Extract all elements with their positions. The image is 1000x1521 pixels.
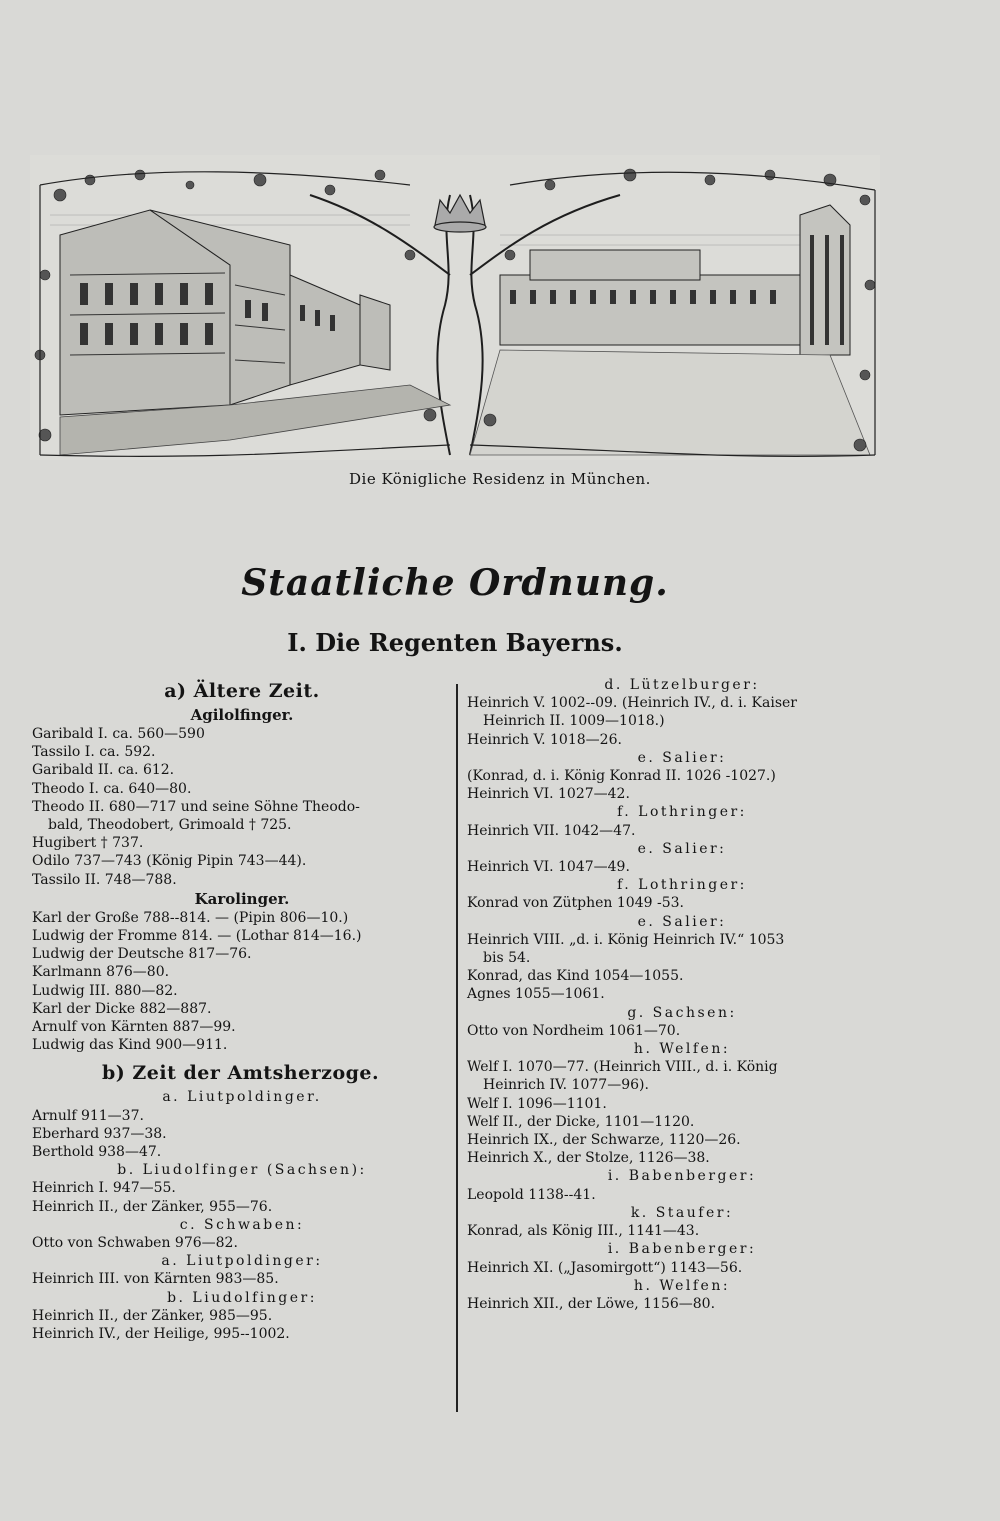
list-item: Theodo I. ca. 640—80. xyxy=(32,780,192,797)
list-item: Heinrich VI. 1027—42. xyxy=(467,786,630,803)
list-item: Karl der Große 788--814. — (Pipin 806—10.) xyxy=(32,909,349,926)
list-item: Konrad, als König III., 1141—43. xyxy=(467,1223,700,1240)
list-item: bis 54. xyxy=(483,950,531,967)
list-item: Welf I. 1096—1101. xyxy=(467,1095,607,1112)
dynasty-heading: a. Liutpoldinger: xyxy=(161,1253,323,1270)
list-item: Tassilo II. 748—788. xyxy=(32,871,177,888)
illustration-caption: Die Königliche Residenz in München. xyxy=(349,470,651,488)
list-item: Theodo II. 680—717 und seine Söhne Theodo- xyxy=(32,798,360,815)
list-item: Heinrich IV. 1077—96). xyxy=(483,1077,649,1094)
list-item: Heinrich IV., der Heilige, 995--1002. xyxy=(32,1326,290,1343)
list-item: Heinrich I. 947—55. xyxy=(32,1180,176,1197)
column-divider xyxy=(456,684,458,1412)
list-item: Garibald II. ca. 612. xyxy=(32,762,175,779)
list-item: Heinrich II. 1009—1018.) xyxy=(483,713,665,730)
dynasty-heading: i. Babenberger: xyxy=(607,1168,757,1185)
list-item: Heinrich XI. („Jasomirgott“) 1143—56. xyxy=(467,1259,743,1276)
dynasty-heading: g. Sachsen: xyxy=(627,1004,737,1021)
list-item: Konrad von Zütphen 1049 -53. xyxy=(467,895,684,912)
section-heading-a: a) Ältere Zeit. xyxy=(164,680,320,702)
list-item: Arnulf 911—37. xyxy=(32,1107,144,1124)
list-item: Heinrich III. von Kärnten 983—85. xyxy=(32,1271,279,1288)
list-item: Heinrich VII. 1042—47. xyxy=(467,822,636,839)
list-item: Karlmann 876—80. xyxy=(32,964,170,981)
left-column xyxy=(32,676,452,1343)
list-item: Heinrich II., der Zänker, 955—76. xyxy=(32,1198,273,1215)
list-item: Garibald I. ca. 560—590 xyxy=(32,726,205,742)
page-title: Staatliche Ordnung. xyxy=(241,562,669,604)
list-item: Karl der Dicke 882—887. xyxy=(32,1000,212,1017)
list-item: (Konrad, d. i. König Konrad II. 1026 -1027.) xyxy=(467,768,776,785)
list-item: Ludwig III. 880—82. xyxy=(32,982,178,999)
list-item: Berthold 938—47. xyxy=(32,1144,162,1161)
list-item: Odilo 737—743 (König Pipin 743—44). xyxy=(32,853,307,870)
list-item: Heinrich IX., der Schwarze, 1120—26. xyxy=(467,1132,741,1149)
dynasty-heading: h. Welfen: xyxy=(633,1277,731,1294)
dynasty-heading: a. Liutpoldinger. xyxy=(162,1089,322,1106)
list-item: Agnes 1055—1061. xyxy=(467,986,605,1003)
list-item: Otto von Schwaben 976—82. xyxy=(32,1235,238,1252)
residenz-engraving xyxy=(30,155,880,460)
list-item: Eberhard 937—38. xyxy=(32,1125,167,1142)
list-item: Ludwig das Kind 900—911. xyxy=(32,1037,228,1054)
list-item: Konrad, das Kind 1054—1055. xyxy=(467,968,684,985)
dynasty-heading: f. Lothringer: xyxy=(617,877,747,894)
group-heading-karolinger: Karolinger. xyxy=(194,889,290,908)
dynasty-heading: e. Salier: xyxy=(637,840,727,857)
list-item: Ludwig der Deutsche 817—76. xyxy=(32,946,252,963)
list-item: bald, Theodobert, Grimoald † 725. xyxy=(48,817,292,834)
section-heading-b: b) Zeit der Amtsherzoge. xyxy=(102,1062,380,1085)
dynasty-heading: i. Babenberger: xyxy=(607,1241,757,1258)
list-item: Arnulf von Kärnten 887—99. xyxy=(32,1019,236,1036)
list-item: Hugibert † 737. xyxy=(32,835,144,852)
dynasty-heading: b. Liudolfinger (Sachsen): xyxy=(117,1162,367,1179)
list-item: Heinrich XII., der Löwe, 1156—80. xyxy=(467,1295,716,1312)
dynasty-heading: f. Lothringer: xyxy=(617,804,747,821)
dynasty-heading: b. Liudolfinger: xyxy=(167,1289,317,1306)
list-item: Heinrich V. 1002--09. (Heinrich IV., d. i. Kaiser xyxy=(467,695,797,712)
dynasty-heading: c. Schwaben: xyxy=(179,1216,305,1233)
list-item: Heinrich II., der Zänker, 985—95. xyxy=(32,1307,273,1324)
list-item: Ludwig der Fromme 814. — (Lothar 814—16.) xyxy=(32,928,362,945)
dynasty-heading: k. Staufer: xyxy=(630,1204,734,1221)
list-item: Tassilo I. ca. 592. xyxy=(32,744,156,761)
list-item: Welf I. 1070—77. (Heinrich VIII., d. i. König xyxy=(467,1059,778,1076)
dynasty-heading: d. Lützelburger: xyxy=(604,677,760,693)
right-column xyxy=(467,676,897,1313)
dynasty-heading: h. Welfen: xyxy=(633,1041,731,1058)
chapter-title: I. Die Regenten Bayerns. xyxy=(287,628,623,657)
list-item: Otto von Nordheim 1061—70. xyxy=(467,1022,681,1039)
list-item: Heinrich VIII. „d. i. König Heinrich IV.“ 1053 xyxy=(467,931,785,948)
dynasty-heading: e. Salier: xyxy=(637,913,727,930)
list-item: Leopold 1138--41. xyxy=(467,1186,596,1203)
list-item: Welf II., der Dicke, 1101—1120. xyxy=(467,1113,695,1130)
dynasty-heading: e. Salier: xyxy=(637,749,727,766)
list-item: Heinrich X., der Stolze, 1126—38. xyxy=(467,1150,710,1167)
list-item: Heinrich VI. 1047—49. xyxy=(467,859,630,876)
list-item: Heinrich V. 1018—26. xyxy=(467,731,622,748)
group-heading-agilolfinger: Agilolfinger. xyxy=(190,706,294,724)
